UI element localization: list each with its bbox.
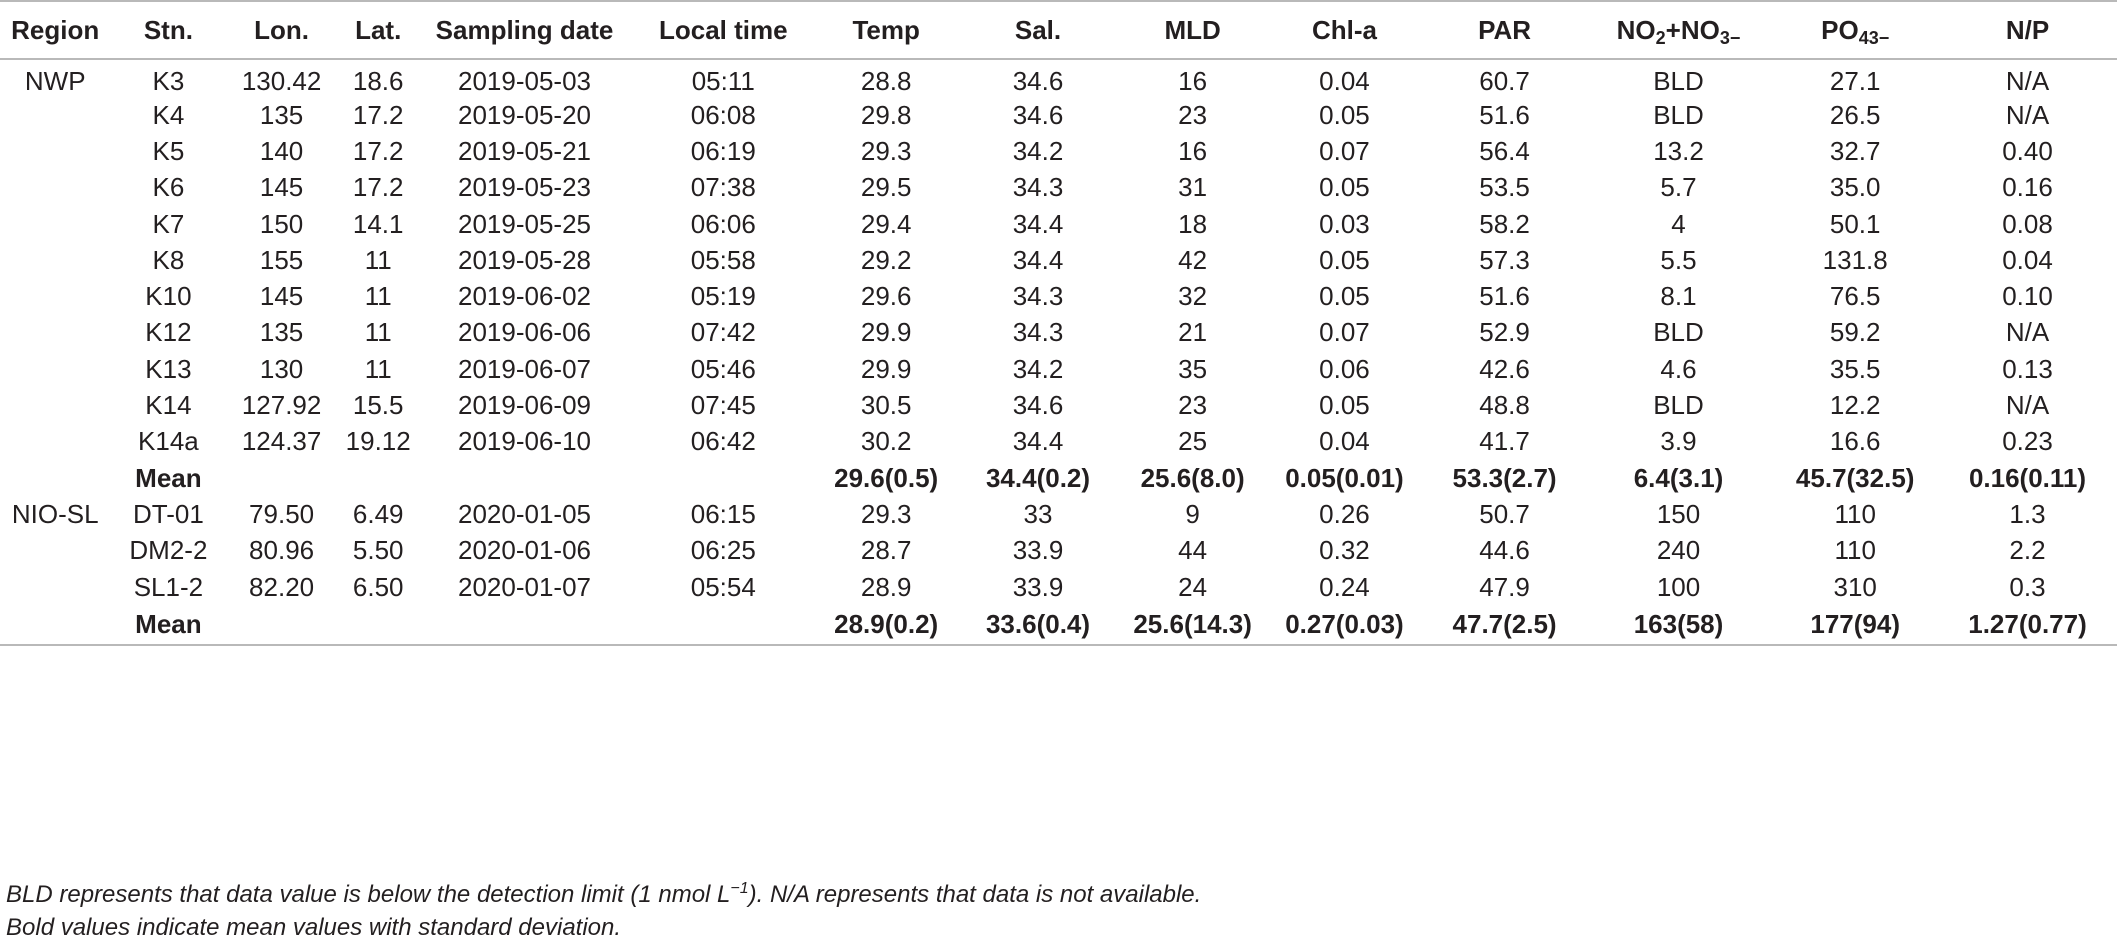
cell-lat bbox=[337, 605, 420, 645]
cell-np: 0.10 bbox=[2002, 281, 2053, 312]
col-header-phosphate bbox=[1772, 1, 1938, 59]
header-row bbox=[0, 1, 2117, 59]
cell-temp: 30.2 bbox=[860, 426, 912, 457]
cell-par: 44.6 bbox=[1479, 535, 1530, 566]
cell-po: 32.7 bbox=[1829, 135, 1881, 166]
cell-chla: 0.32 bbox=[1319, 535, 1370, 566]
cell-no: BLD bbox=[1653, 317, 1704, 348]
cell-par: 57.3 bbox=[1479, 244, 1530, 275]
cell-no: BLD bbox=[1653, 99, 1704, 130]
cell-chla: 0.05 bbox=[1319, 390, 1370, 421]
cell-par: 42.6 bbox=[1479, 353, 1530, 384]
cell-stn: K3 bbox=[152, 66, 185, 96]
col-header-np: N/P bbox=[1938, 1, 2117, 59]
cell-stn: K4 bbox=[152, 99, 185, 130]
table-row bbox=[0, 496, 2117, 532]
cell-po: 131.8 bbox=[1822, 244, 1888, 275]
cell-chla: 0.03 bbox=[1319, 208, 1370, 239]
cell-chla: 0.06 bbox=[1319, 353, 1370, 384]
cell-par: 58.2 bbox=[1479, 208, 1530, 239]
cell-po: 16.6 bbox=[1829, 426, 1881, 457]
cell-lat: 17.2 bbox=[352, 135, 404, 166]
table-row bbox=[0, 170, 2117, 206]
cell-lon: 130.42 bbox=[241, 66, 322, 96]
cell-par: 41.7 bbox=[1479, 426, 1530, 457]
cell-mld: 31 bbox=[1178, 172, 1208, 203]
cell-mld: 25 bbox=[1178, 426, 1208, 457]
cell-no: 8.1 bbox=[1660, 281, 1697, 312]
cell-stn: K8 bbox=[152, 244, 185, 275]
cell-region bbox=[0, 424, 110, 460]
cell-po: 310 bbox=[1833, 571, 1877, 602]
cell-np: 0.13 bbox=[2002, 353, 2053, 384]
table-row bbox=[0, 387, 2117, 423]
table-row bbox=[0, 424, 2117, 460]
cell-np: N/A bbox=[2005, 66, 2050, 96]
cell-sal: 34.6 bbox=[1012, 390, 1064, 421]
cell-chla: 0.07 bbox=[1319, 317, 1370, 348]
cell-time: 06:15 bbox=[690, 498, 756, 529]
cell-no: 4 bbox=[1671, 208, 1686, 239]
cell-po: 76.5 bbox=[1829, 281, 1881, 312]
cell-temp: 29.8 bbox=[860, 99, 912, 130]
cell-region bbox=[0, 133, 110, 169]
mean-mld: 25.6(8.0) bbox=[1140, 462, 1245, 493]
cell-lon bbox=[226, 460, 336, 496]
cell-po: 59.2 bbox=[1829, 317, 1881, 348]
cell-date: 2019-05-03 bbox=[458, 66, 592, 96]
table-row bbox=[0, 569, 2117, 605]
mean-label: Mean bbox=[110, 605, 226, 645]
table-row bbox=[0, 242, 2117, 278]
cell-no: 3.9 bbox=[1660, 426, 1697, 457]
cell-time: 06:06 bbox=[690, 208, 756, 239]
cell-chla: 0.26 bbox=[1319, 498, 1370, 529]
cell-mld: 16 bbox=[1178, 135, 1208, 166]
cell-par: 53.5 bbox=[1479, 172, 1530, 203]
cell-lon: 130 bbox=[259, 353, 304, 384]
cell-lat: 17.2 bbox=[352, 172, 404, 203]
cell-lon: 135 bbox=[259, 99, 304, 130]
mean-temp: 28.9(0.2) bbox=[817, 605, 955, 645]
mean-row bbox=[0, 605, 2117, 645]
cell-lat bbox=[337, 460, 420, 496]
cell-temp: 29.5 bbox=[860, 172, 912, 203]
cell-lat: 6.50 bbox=[352, 571, 404, 602]
mean-par: 53.3(2.7) bbox=[1452, 462, 1557, 493]
table-row bbox=[0, 59, 2117, 97]
cell-time bbox=[629, 460, 817, 496]
cell-date bbox=[420, 460, 630, 496]
cell-lon: 145 bbox=[259, 281, 304, 312]
mean-chla: 0.05(0.01) bbox=[1285, 462, 1404, 493]
cell-no: BLD bbox=[1653, 66, 1704, 96]
footnote-bld-text: BLD represents that data value is below the detection limit (1 nmol L bbox=[6, 881, 731, 908]
cell-region bbox=[0, 460, 110, 496]
cell-stn: K14 bbox=[145, 390, 192, 421]
cell-date: 2019-06-09 bbox=[458, 390, 592, 421]
cell-np: 0.40 bbox=[2002, 135, 2053, 166]
cell-temp: 29.9 bbox=[860, 353, 912, 384]
cell-no: 4.6 bbox=[1660, 353, 1697, 384]
cell-no: 150 bbox=[1656, 498, 1701, 529]
mean-sal: 33.6(0.4) bbox=[955, 605, 1121, 645]
mean-chla: 0.27(0.03) bbox=[1264, 605, 1424, 645]
mean-np: 1.27(0.77) bbox=[1938, 605, 2117, 645]
cell-region bbox=[0, 206, 110, 242]
mean-par: 47.7(2.5) bbox=[1425, 605, 1585, 645]
cell-region bbox=[0, 351, 110, 387]
mean-temp: 29.6(0.5) bbox=[834, 462, 939, 493]
cell-lon bbox=[226, 605, 336, 645]
cell-date: 2019-05-21 bbox=[458, 135, 592, 166]
mean-row bbox=[0, 460, 2117, 496]
cell-sal: 34.2 bbox=[1012, 135, 1064, 166]
cell-lat: 17.2 bbox=[352, 99, 404, 130]
cell-date bbox=[420, 605, 630, 645]
cell-lat: 15.5 bbox=[352, 390, 404, 421]
cell-sal: 34.4 bbox=[1012, 208, 1064, 239]
cell-par: 52.9 bbox=[1479, 317, 1530, 348]
cell-stn: K12 bbox=[145, 317, 192, 348]
cell-no: 13.2 bbox=[1653, 135, 1704, 166]
cell-time: 05:58 bbox=[690, 244, 756, 275]
cell-mld: 23 bbox=[1178, 390, 1208, 421]
cell-par: 60.7 bbox=[1479, 66, 1530, 96]
cell-np: 0.23 bbox=[2002, 426, 2053, 457]
table-row bbox=[0, 97, 2117, 133]
cell-np: N/A bbox=[2005, 390, 2050, 421]
cell-region bbox=[0, 242, 110, 278]
cell-time: 06:08 bbox=[690, 99, 756, 130]
cell-lon: 124.37 bbox=[241, 426, 322, 457]
cell-lat: 11 bbox=[364, 281, 392, 312]
cell-time: 05:11 bbox=[691, 66, 755, 96]
cell-sal: 33.9 bbox=[1012, 571, 1064, 602]
cell-lat: 11 bbox=[364, 244, 392, 275]
cell-date: 2019-06-02 bbox=[458, 281, 592, 312]
cell-stn: K6 bbox=[152, 172, 185, 203]
cell-sal: 34.4 bbox=[1012, 244, 1064, 275]
cell-sal: 33 bbox=[1023, 498, 1053, 529]
cell-temp: 28.8 bbox=[860, 66, 912, 96]
nitrate-prefix: NO bbox=[1616, 14, 1656, 45]
cell-sal: 34.3 bbox=[1012, 281, 1064, 312]
cell-po: 26.5 bbox=[1829, 99, 1881, 130]
cell-par: 50.7 bbox=[1479, 498, 1530, 529]
cell-time: 06:19 bbox=[690, 135, 756, 166]
cell-par: 56.4 bbox=[1479, 135, 1530, 166]
cell-sal: 34.4 bbox=[1012, 426, 1064, 457]
cell-par: 48.8 bbox=[1479, 390, 1530, 421]
nitrate-sub-2: 3− bbox=[1719, 27, 1741, 48]
cell-chla: 0.24 bbox=[1319, 571, 1370, 602]
footnotes bbox=[6, 878, 1201, 944]
cell-par: 47.9 bbox=[1479, 571, 1530, 602]
mean-label: Mean bbox=[135, 462, 202, 493]
mean-no: 6.4(3.1) bbox=[1633, 462, 1724, 493]
col-header-time: Local time bbox=[629, 1, 817, 59]
cell-no: 5.7 bbox=[1660, 172, 1697, 203]
cell-np: 1.3 bbox=[2009, 498, 2046, 529]
cell-po: 35.0 bbox=[1829, 172, 1881, 203]
cell-lat: 11 bbox=[364, 353, 392, 384]
cell-date: 2019-05-20 bbox=[458, 99, 592, 130]
cell-no: 100 bbox=[1656, 571, 1701, 602]
footnote-bld-text-end: ). N/A represents that data is not available. bbox=[748, 881, 1202, 908]
nitrate-mid: +NO bbox=[1665, 14, 1720, 45]
cell-lon: 82.20 bbox=[249, 571, 315, 602]
cell-np: N/A bbox=[2005, 99, 2050, 130]
cell-np: 0.04 bbox=[2002, 244, 2053, 275]
cell-temp: 28.9 bbox=[860, 571, 912, 602]
cell-time: 05:19 bbox=[690, 281, 756, 312]
col-header-temp: Temp bbox=[817, 1, 955, 59]
cell-lon: 140 bbox=[259, 135, 304, 166]
cell-po: 110 bbox=[1834, 498, 1876, 529]
table-row bbox=[0, 206, 2117, 242]
cell-lon: 127.92 bbox=[241, 390, 322, 421]
cell-mld: 23 bbox=[1178, 99, 1208, 130]
cell-time: 07:45 bbox=[690, 390, 756, 421]
cell-sal: 34.6 bbox=[1012, 99, 1064, 130]
cell-region: NIO-SL bbox=[11, 498, 99, 529]
cell-par: 51.6 bbox=[1479, 99, 1530, 130]
cell-temp: 28.7 bbox=[860, 535, 912, 566]
cell-region bbox=[0, 315, 110, 351]
cell-mld: 16 bbox=[1178, 66, 1208, 96]
cell-time: 07:38 bbox=[690, 172, 756, 203]
cell-date: 2019-05-28 bbox=[458, 244, 592, 275]
cell-mld: 24 bbox=[1178, 571, 1208, 602]
cell-region bbox=[0, 569, 110, 605]
col-header-lon: Lon. bbox=[226, 1, 336, 59]
cell-np: 2.2 bbox=[2009, 535, 2046, 566]
mean-np: 0.16(0.11) bbox=[1968, 462, 2087, 493]
cell-lat: 14.1 bbox=[352, 208, 404, 239]
cell-lon: 135 bbox=[259, 317, 304, 348]
mean-no: 163(58) bbox=[1585, 605, 1773, 645]
cell-stn: K14a bbox=[138, 426, 199, 457]
cell-stn: K5 bbox=[152, 135, 185, 166]
cell-stn: K13 bbox=[145, 353, 192, 384]
cell-date: 2019-06-07 bbox=[458, 353, 592, 384]
cell-chla: 0.05 bbox=[1319, 281, 1370, 312]
col-header-chla: Chl-a bbox=[1264, 1, 1424, 59]
cell-stn: K7 bbox=[152, 208, 185, 239]
col-header-sal: Sal. bbox=[955, 1, 1121, 59]
cell-chla: 0.05 bbox=[1319, 172, 1370, 203]
cell-mld: 32 bbox=[1178, 281, 1208, 312]
cell-temp: 29.3 bbox=[860, 498, 912, 529]
cell-lat: 5.50 bbox=[352, 535, 404, 566]
cell-lat: 6.49 bbox=[352, 498, 404, 529]
cell-po: 50.1 bbox=[1829, 208, 1881, 239]
cell-mld: 44 bbox=[1178, 535, 1208, 566]
phosphate-sub: 43− bbox=[1858, 27, 1890, 48]
nitrate-sub-1: 2 bbox=[1655, 27, 1666, 48]
col-header-par: PAR bbox=[1425, 1, 1585, 59]
cell-time: 05:46 bbox=[690, 353, 756, 384]
table-body bbox=[0, 59, 2117, 645]
cell-po: 12.2 bbox=[1829, 390, 1881, 421]
cell-sal: 34.6 bbox=[1012, 66, 1064, 96]
cell-time: 05:54 bbox=[690, 571, 756, 602]
mean-sal: 34.4(0.2) bbox=[985, 462, 1091, 493]
cell-sal: 34.2 bbox=[1012, 353, 1064, 384]
cell-sal: 33.9 bbox=[1012, 535, 1064, 566]
cell-mld: 42 bbox=[1178, 244, 1208, 275]
cell-lat: 18.6 bbox=[352, 66, 404, 96]
cell-mld: 18 bbox=[1178, 208, 1208, 239]
cell-date: 2019-05-23 bbox=[458, 172, 592, 203]
footnote-bld bbox=[6, 878, 1201, 911]
cell-no: 5.5 bbox=[1660, 244, 1697, 275]
cell-temp: 29.2 bbox=[860, 244, 912, 275]
table-row bbox=[0, 351, 2117, 387]
cell-lat: 19.12 bbox=[345, 426, 411, 457]
cell-np: N/A bbox=[2005, 317, 2050, 348]
col-header-lat: Lat. bbox=[337, 1, 420, 59]
table-row bbox=[0, 315, 2117, 351]
col-header-nitrate bbox=[1585, 1, 1773, 59]
cell-region bbox=[0, 605, 110, 645]
cell-date: 2019-06-10 bbox=[458, 426, 592, 457]
cell-chla: 0.05 bbox=[1319, 244, 1370, 275]
mean-po: 45.7(32.5) bbox=[1795, 462, 1915, 493]
cell-chla: 0.04 bbox=[1319, 66, 1370, 96]
col-header-stn: Stn. bbox=[110, 1, 226, 59]
cell-mld: 21 bbox=[1178, 317, 1208, 348]
cell-temp: 30.5 bbox=[860, 390, 912, 421]
table-row bbox=[0, 533, 2117, 569]
cell-date: 2020-01-06 bbox=[458, 535, 592, 566]
cell-date: 2019-05-25 bbox=[458, 208, 592, 239]
cell-stn: DM2-2 bbox=[129, 535, 208, 566]
cell-lon: 79.50 bbox=[249, 498, 315, 529]
col-header-mld: MLD bbox=[1121, 1, 1265, 59]
cell-np: 0.08 bbox=[2002, 208, 2053, 239]
footnote-bld-sup: −1 bbox=[730, 880, 749, 897]
mean-po: 177(94) bbox=[1772, 605, 1938, 645]
mean-mld: 25.6(14.3) bbox=[1121, 605, 1265, 645]
cell-region bbox=[0, 170, 110, 206]
cell-stn: DT-01 bbox=[132, 498, 204, 529]
cell-lat: 11 bbox=[364, 317, 392, 348]
cell-temp: 29.3 bbox=[860, 135, 912, 166]
cell-chla: 0.04 bbox=[1319, 426, 1370, 457]
phosphate-prefix: PO bbox=[1821, 14, 1859, 45]
cell-np: 0.3 bbox=[2009, 571, 2046, 602]
cell-chla: 0.07 bbox=[1319, 135, 1370, 166]
cell-sal: 34.3 bbox=[1012, 172, 1064, 203]
cell-lon: 145 bbox=[259, 172, 304, 203]
cell-time: 06:42 bbox=[690, 426, 756, 457]
table-row bbox=[0, 133, 2117, 169]
cell-time bbox=[629, 605, 817, 645]
cell-no: 240 bbox=[1656, 535, 1701, 566]
cell-lon: 150 bbox=[259, 208, 304, 239]
cell-par: 51.6 bbox=[1479, 281, 1530, 312]
footnote-bold: Bold values indicate mean values with standard deviation. bbox=[6, 914, 622, 941]
cell-stn: SL1-2 bbox=[133, 571, 204, 602]
cell-region: NWP bbox=[24, 66, 86, 96]
col-header-date: Sampling date bbox=[420, 1, 630, 59]
cell-date: 2020-01-07 bbox=[458, 571, 592, 602]
cell-np: 0.16 bbox=[2002, 172, 2053, 203]
cell-temp: 29.9 bbox=[860, 317, 912, 348]
cell-temp: 29.6 bbox=[860, 281, 912, 312]
table-row bbox=[0, 278, 2117, 314]
cell-region bbox=[0, 97, 110, 133]
cell-lon: 155 bbox=[259, 244, 304, 275]
cell-date: 2019-06-06 bbox=[458, 317, 592, 348]
cell-sal: 34.3 bbox=[1012, 317, 1064, 348]
cell-region bbox=[0, 278, 110, 314]
cell-mld: 35 bbox=[1178, 353, 1208, 384]
cell-mld: 9 bbox=[1185, 498, 1200, 529]
cell-po: 110 bbox=[1834, 535, 1876, 566]
cell-region bbox=[0, 533, 110, 569]
cell-lon: 80.96 bbox=[249, 535, 315, 566]
cell-po: 35.5 bbox=[1829, 353, 1881, 384]
col-header-region: Region bbox=[0, 1, 110, 59]
cell-stn: K10 bbox=[145, 281, 192, 312]
cell-time: 07:42 bbox=[690, 317, 756, 348]
cell-temp: 29.4 bbox=[860, 208, 912, 239]
cell-chla: 0.05 bbox=[1319, 99, 1370, 130]
cell-date: 2020-01-05 bbox=[458, 498, 592, 529]
cell-region bbox=[0, 387, 110, 423]
cell-no: BLD bbox=[1653, 390, 1704, 421]
cell-time: 06:25 bbox=[690, 535, 756, 566]
cell-po: 27.1 bbox=[1829, 66, 1881, 96]
